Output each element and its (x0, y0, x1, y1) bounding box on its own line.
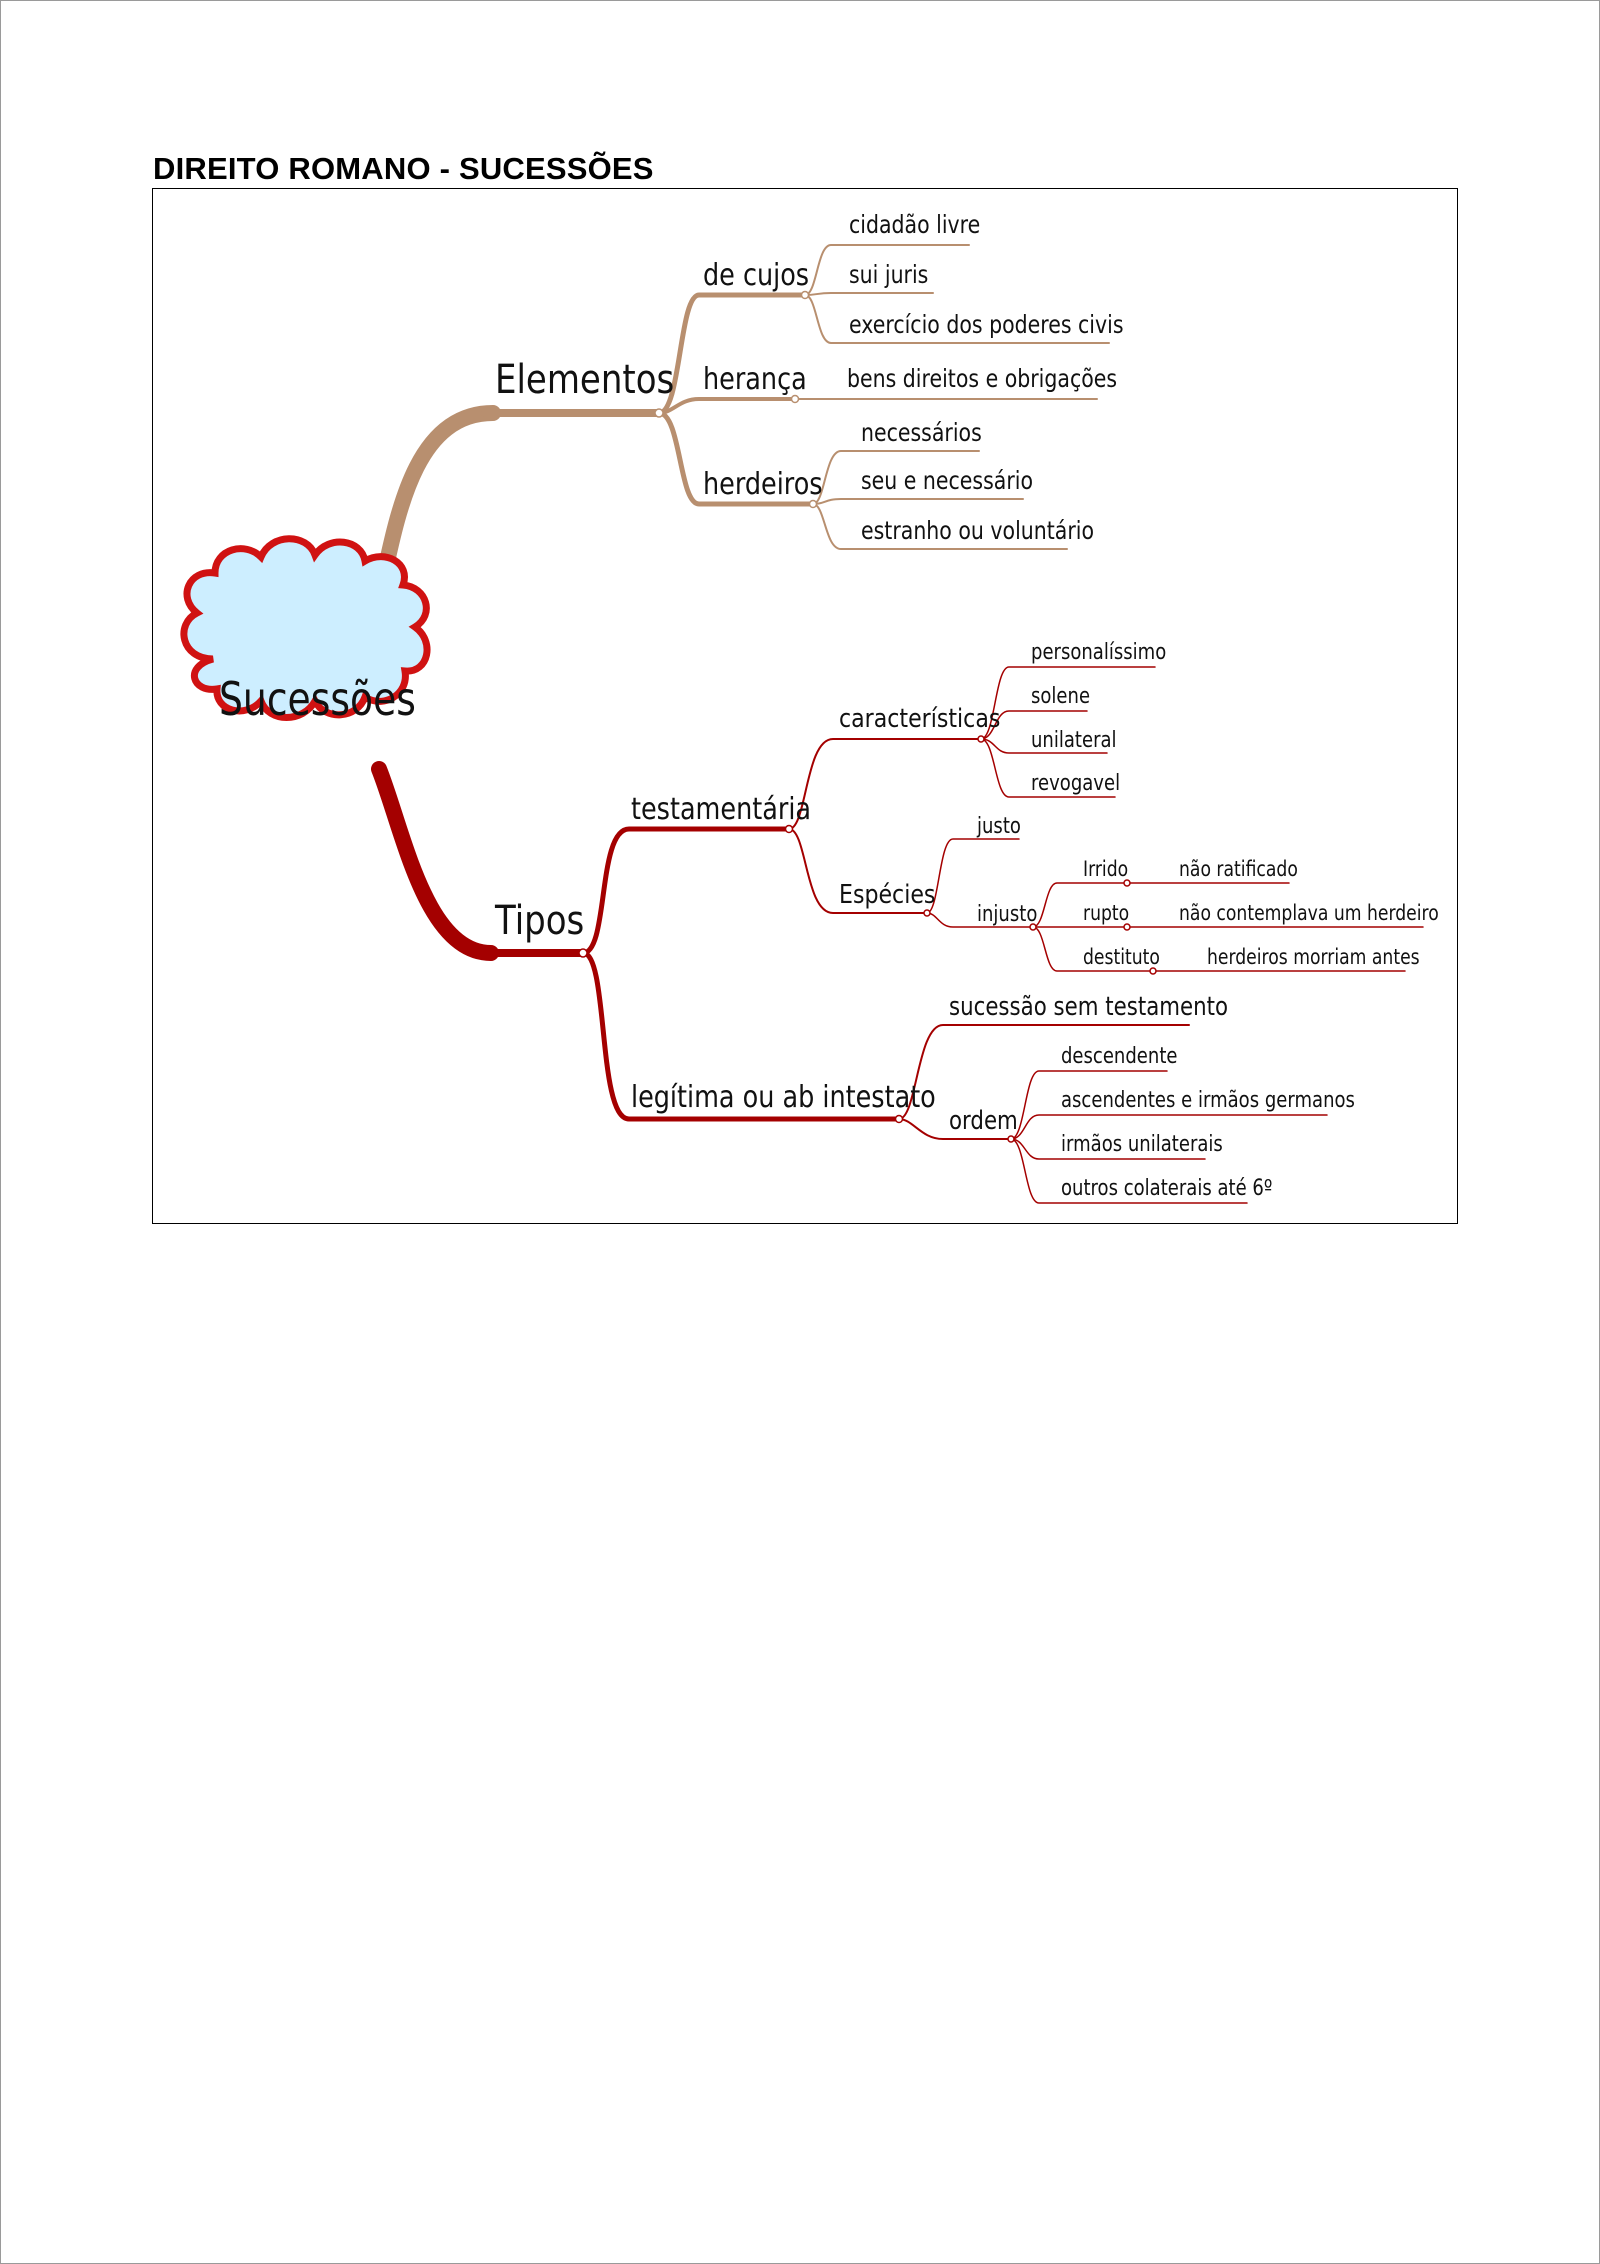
connector-caracteristicas (789, 739, 981, 829)
label-legitima: legítima ou ab intestato (631, 1078, 936, 1115)
leaf-descendente: descendente (1061, 1042, 1178, 1069)
leaf-solene: solene (1031, 682, 1091, 709)
node-dot (978, 736, 984, 742)
leaf-estranho: estranho ou voluntário (861, 517, 1095, 546)
leaf-ascendentes: ascendentes e irmãos germanos (1061, 1086, 1355, 1113)
labels-elementos (495, 211, 1124, 545)
leaf-sem-testamento: sucessão sem testamento (949, 990, 1229, 1022)
leaf-revogavel: revogavel (1031, 769, 1121, 796)
node-dot (579, 949, 587, 957)
leaf-necessarios: necessários (861, 419, 982, 448)
connector-sui-juris (805, 293, 933, 295)
node-dot (655, 409, 663, 417)
mind-map (153, 189, 1457, 1223)
label-elementos: Elementos (495, 356, 675, 403)
label-injusto: injusto (977, 900, 1038, 927)
label-rupto: rupto (1083, 900, 1130, 926)
leaf-exercicio: exercício dos poderes civis (849, 311, 1124, 340)
connector-heranca (659, 399, 795, 413)
label-tipos: Tipos (495, 897, 585, 944)
label-ordem: ordem (949, 1104, 1018, 1136)
trunk-to-tipos (379, 769, 491, 953)
leaf-unilateral: unilateral (1031, 726, 1117, 753)
leaf-outros-colaterais: outros colaterais até 6º (1061, 1174, 1273, 1201)
connector-seu-necessario (813, 499, 1023, 504)
label-testamentaria: testamentária (631, 790, 812, 827)
label-caracteristicas: características (839, 703, 1001, 734)
leaf-seu-necessario: seu e necessário (861, 467, 1034, 496)
mind-map-frame (152, 188, 1458, 1224)
leaf-personalissimo: personalíssimo (1031, 638, 1167, 665)
label-root: Sucessões (219, 672, 416, 726)
node-dot (802, 292, 809, 299)
leaf-sui-juris: sui juris (849, 261, 929, 290)
node-dot (1008, 1136, 1014, 1142)
node-dot (924, 910, 930, 916)
leaf-nao-contemplava: não contemplava um herdeiro (1179, 900, 1439, 926)
label-heranca: herança (703, 360, 807, 397)
label-irrido: Irrido (1083, 856, 1129, 882)
node-dot (896, 1116, 903, 1123)
leaf-irmaos-unilaterais: irmãos unilaterais (1061, 1130, 1223, 1157)
leaf-nao-ratificado: não ratificado (1179, 856, 1298, 882)
connector-testamentaria (583, 829, 789, 953)
label-herdeiros: herdeiros (703, 465, 823, 502)
leaf-justo: justo (977, 812, 1021, 839)
leaf-herdeiros-morriam: herdeiros morriam antes (1207, 944, 1420, 970)
elementos-branch (371, 245, 1109, 629)
label-de-cujos: de cujos (703, 256, 810, 293)
document-title: DIREITO ROMANO - SUCESSÕES (153, 151, 654, 186)
label-especies: Espécies (839, 879, 936, 910)
node-dot (810, 501, 817, 508)
leaf-cidadao-livre: cidadão livre (849, 211, 981, 240)
labels-tipos (219, 638, 1439, 1200)
label-destituto: destituto (1083, 944, 1160, 970)
node-dot (786, 826, 793, 833)
node-dot (792, 396, 799, 403)
leaf-bens: bens direitos e obrigações (847, 365, 1118, 394)
